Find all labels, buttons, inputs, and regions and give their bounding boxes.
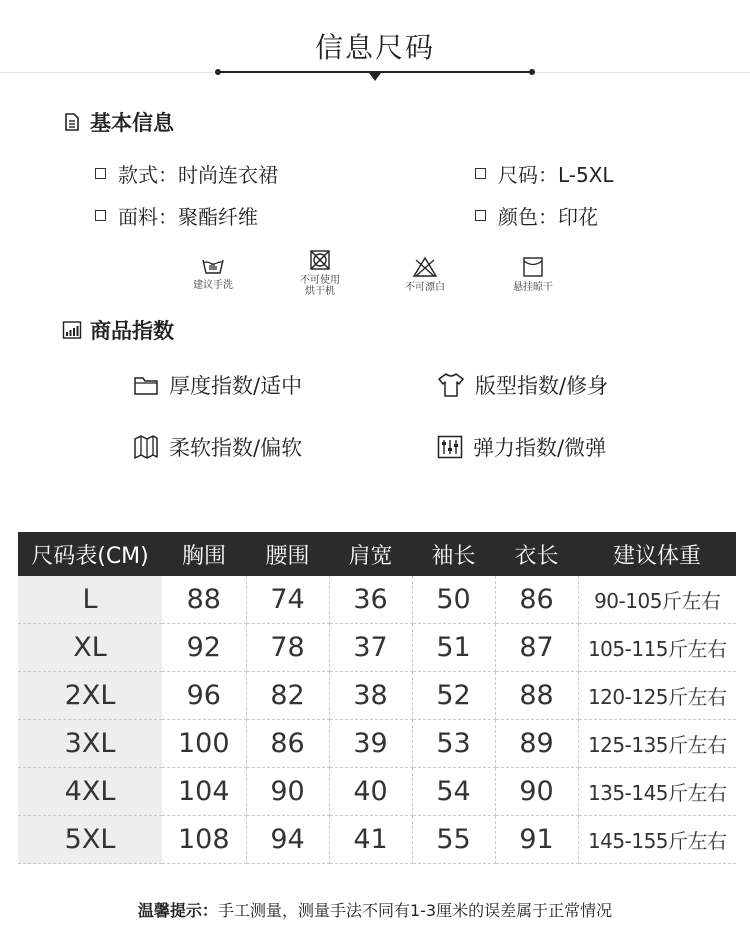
document-icon (62, 112, 82, 132)
care-hang-dry-label: 悬挂晾干 (513, 282, 553, 293)
index-elasticity-label: 弹力指数/微弹 (473, 436, 607, 460)
care-no-tumble-dry (280, 249, 360, 297)
product-index-heading (62, 315, 174, 345)
weight-cell: 90-105斤左右 (578, 576, 736, 624)
size-cell: 4XL (18, 768, 162, 816)
care-hand-wash (173, 254, 253, 291)
page-title-wrap (0, 26, 750, 66)
table-header-cell: 胸围 (162, 532, 246, 576)
weight-cell: 125-135斤左右 (578, 720, 736, 768)
table-cell: 88 (162, 576, 246, 624)
index-thickness (133, 370, 302, 400)
table-cell: 90 (495, 768, 578, 816)
underline-arrow (369, 73, 381, 81)
table-cell: 88 (495, 672, 578, 720)
sliders-icon (437, 435, 463, 459)
no-tumble-dry-icon (308, 249, 332, 271)
hang-dry-icon (521, 256, 545, 278)
table-cell: 51 (412, 624, 495, 672)
index-softness (133, 432, 302, 462)
table-cell: 92 (162, 624, 246, 672)
map-fold-icon (133, 434, 159, 460)
care-hang-dry (493, 256, 573, 293)
weight-cell: 105-115斤左右 (578, 624, 736, 672)
index-softness-label: 柔软指数/偏软 (169, 436, 303, 460)
size-table (18, 532, 736, 864)
info-fabric-label: 面料：聚酯纤维 (118, 205, 258, 229)
basic-info-heading (62, 107, 174, 137)
size-cell: 3XL (18, 720, 162, 768)
info-color-label: 颜色：印花 (498, 205, 598, 229)
table-cell: 78 (246, 624, 329, 672)
page-title: 信息尺码 (314, 31, 435, 64)
table-header-cell: 建议体重 (578, 532, 736, 576)
index-thickness-label: 厚度指数/适中 (169, 374, 303, 398)
care-no-tumble-dry-line2: 烘干机 (305, 286, 335, 297)
weight-cell: 145-155斤左右 (578, 816, 736, 864)
table-cell: 41 (329, 816, 412, 864)
table-cell: 40 (329, 768, 412, 816)
table-cell: 54 (412, 768, 495, 816)
table-header-row (18, 532, 736, 576)
size-cell: 5XL (18, 816, 162, 864)
index-fit-label: 版型指数/修身 (475, 374, 609, 398)
care-no-tumble-dry-line1: 不可使用 (300, 275, 340, 286)
table-cell: 86 (495, 576, 578, 624)
table-cell: 53 (412, 720, 495, 768)
table-cell: 55 (412, 816, 495, 864)
table-cell: 37 (329, 624, 412, 672)
note-prefix: 温馨提示： (137, 901, 218, 920)
index-fit (437, 370, 608, 400)
bullet-square-icon (95, 168, 106, 179)
size-cell: 2XL (18, 672, 162, 720)
measurement-note (0, 898, 750, 921)
info-style (95, 159, 278, 188)
table-cell: 82 (246, 672, 329, 720)
table-row (18, 672, 736, 720)
table-row (18, 768, 736, 816)
table-cell: 100 (162, 720, 246, 768)
table-row (18, 624, 736, 672)
table-header-cell: 衣长 (495, 532, 578, 576)
table-header-cell: 袖长 (412, 532, 495, 576)
weight-cell: 135-145斤左右 (578, 768, 736, 816)
tshirt-icon (437, 372, 465, 398)
table-header-cell: 腰围 (246, 532, 329, 576)
weight-cell: 120-125斤左右 (578, 672, 736, 720)
table-cell: 52 (412, 672, 495, 720)
info-fabric (95, 201, 258, 230)
bullet-square-icon (475, 210, 486, 221)
table-cell: 86 (246, 720, 329, 768)
product-index-heading-label: 商品指数 (90, 319, 174, 343)
table-cell: 90 (246, 768, 329, 816)
table-header-cell: 尺码表(CM) (18, 532, 162, 576)
table-header-cell: 肩宽 (329, 532, 412, 576)
table-cell: 108 (162, 816, 246, 864)
table-cell: 50 (412, 576, 495, 624)
care-no-bleach-label: 不可漂白 (405, 282, 445, 293)
bullet-square-icon (475, 168, 486, 179)
table-cell: 104 (162, 768, 246, 816)
table-row (18, 576, 736, 624)
info-style-label: 款式：时尚连衣裙 (118, 163, 278, 187)
no-bleach-icon (412, 256, 438, 278)
table-row (18, 816, 736, 864)
table-cell: 96 (162, 672, 246, 720)
info-color (475, 201, 598, 230)
table-cell: 91 (495, 816, 578, 864)
note-text: 手工测量，测量手法不同有1-3厘米的误差属于正常情况 (217, 901, 613, 920)
info-size-label: 尺码：L-5XL (498, 163, 614, 187)
care-no-bleach (385, 256, 465, 293)
table-cell: 94 (246, 816, 329, 864)
table-row (18, 720, 736, 768)
table-cell: 36 (329, 576, 412, 624)
hand-wash-icon (201, 254, 225, 276)
size-cell: XL (18, 624, 162, 672)
basic-info-heading-label: 基本信息 (90, 111, 174, 135)
bar-chart-icon (62, 320, 82, 340)
underline-dot-left (215, 69, 221, 75)
size-cell: L (18, 576, 162, 624)
bullet-square-icon (95, 210, 106, 221)
info-size (475, 159, 614, 188)
table-cell: 39 (329, 720, 412, 768)
table-cell: 89 (495, 720, 578, 768)
care-hand-wash-label: 建议手洗 (193, 280, 233, 291)
table-cell: 38 (329, 672, 412, 720)
index-elasticity (437, 432, 606, 462)
table-cell: 74 (246, 576, 329, 624)
folder-icon (133, 373, 159, 397)
table-cell: 87 (495, 624, 578, 672)
underline-dot-right (529, 69, 535, 75)
